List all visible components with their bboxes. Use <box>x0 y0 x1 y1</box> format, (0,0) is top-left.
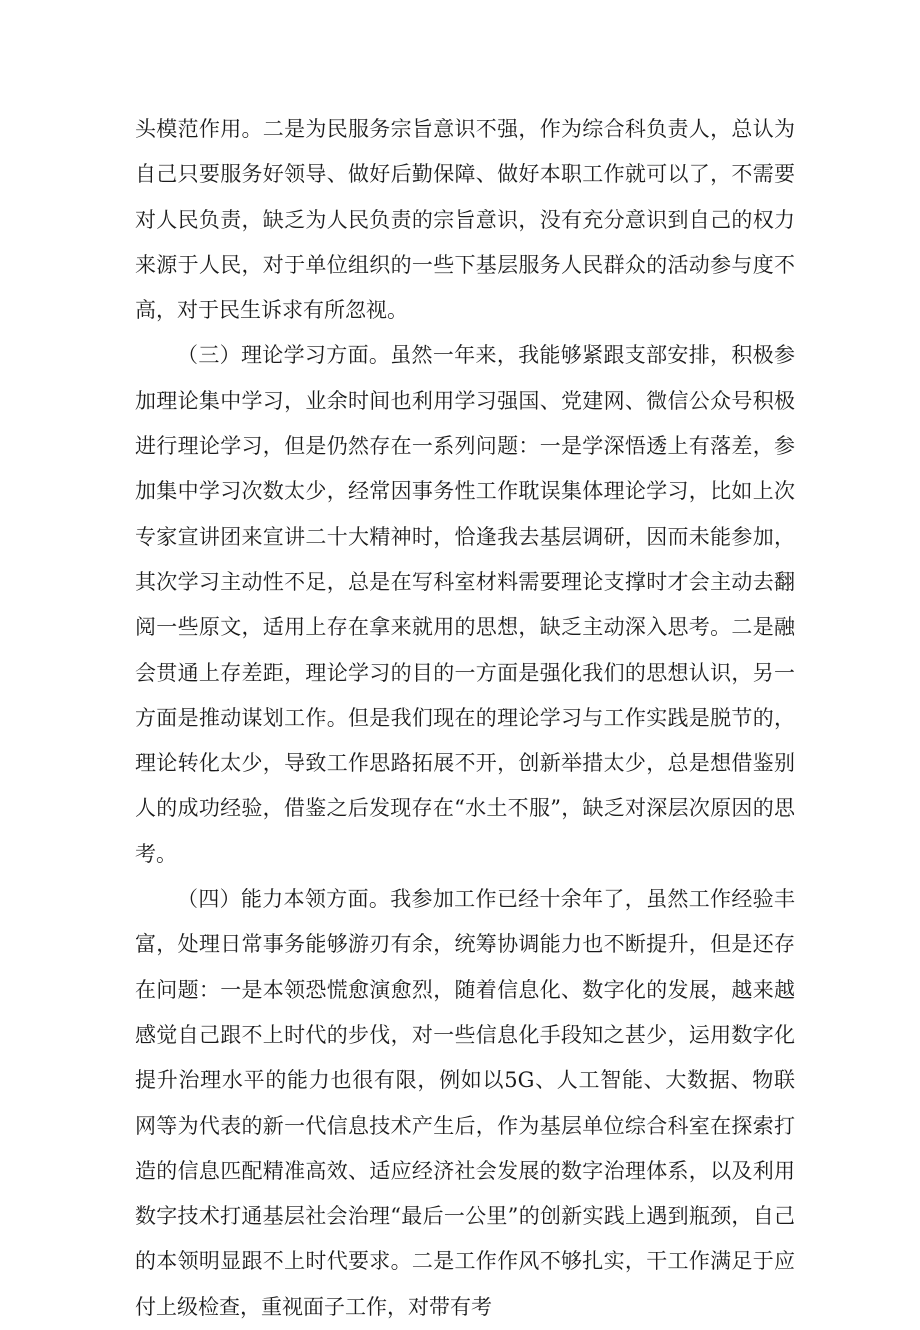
paragraph-theory-study: （三）理论学习方面。虽然一年来，我能够紧跟支部安排，积极参加理论集中学习，业余时间也利用学习强国、党建网、微信公众号积极进行理论学习，但是仍然存在一系列问题：一是学深悟透上有落差，参加集中学习次数太少，经常因事务性工作耽误集体理论学习，比如上次专家宣讲团来宣讲二十大精神时，恰逢我去基层调研，因而未能参加，其次学习主动性不足，总是在写科室材料需要理论支撑时才会主动去翻阅一些原文，适用上存在拿来就用的思想，缺乏主动深入思考。二是融会贯通上存差距，理论学习的目的一方面是强化我们的思想认识，另一方面是推动谋划工作。但是我们现在的理论学习与工作实践是脱节的，理论转化太少，导致工作思路拓展不开，创新举措太少，总是想借鉴别人的成功经验，借鉴之后发现存在“水土不服”，缺乏对深层次原因的思考。 <box>135 343 795 866</box>
paragraph-continuation: 头模范作用。二是为民服务宗旨意识不强，作为综合科负责人，总认为自己只要服务好领导、做好后勤保障、做好本职工作就可以了，不需要对人民负责，缺乏为人民负责的宗旨意识，没有充分意识到自己的权力来源于人民，对于单位组织的一些下基层服务人民群众的活动参与度不高，对于民生诉求有所忽视。 <box>135 117 795 323</box>
document-body <box>135 107 795 1330</box>
paragraph-ability-skills: （四）能力本领方面。我参加工作已经十余年了，虽然工作经验丰富，处理日常事务能够游刃有余，统筹协调能力也不断提升，但是还存在问题：一是本领恐慌愈演愈烈，随着信息化、数字化的发展，越来越感觉自己跟不上时代的步伐，对一些信息化手段知之甚少，运用数字化提升治理水平的能力也很有限，例如以5G、人工智能、大数据、物联网等为代表的新一代信息技术产生后，作为基层单位综合科室在探索打造的信息匹配精准高效、适应经济社会发展的数字治理体系，以及利用数字技术打通基层社会治理“最后一公里”的创新实践上遇到瓶颈，自己的本领明显跟不上时代要求。二是工作作风不够扎实，干工作满足于应付上级检查，重视面子工作，对带有考 <box>135 887 795 1319</box>
